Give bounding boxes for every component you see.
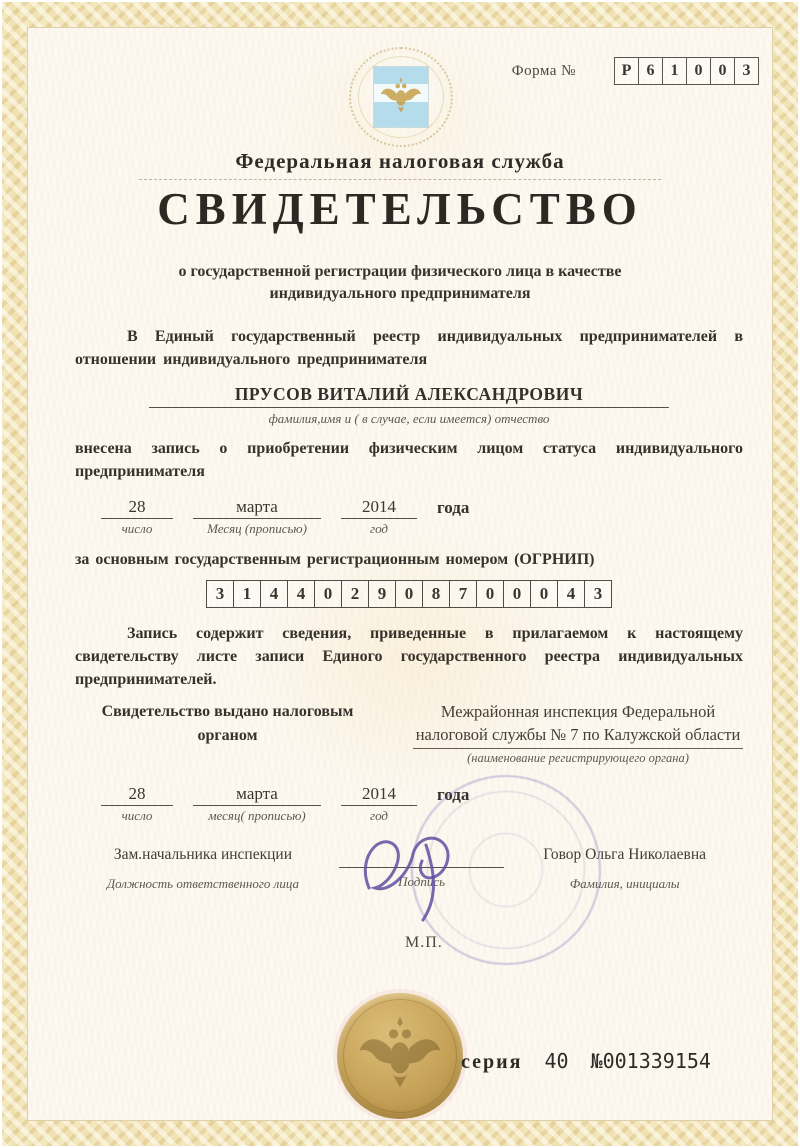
- ogrnip-digit-cell: 9: [368, 580, 396, 608]
- certificate-paper: [27, 27, 773, 1121]
- date-day-field: [101, 784, 173, 824]
- series-number-line: [461, 1049, 711, 1074]
- ogrnip-digit-cell: 4: [260, 580, 288, 608]
- person-name-caption: фамилия,имя и ( в случае, если имеется) отчество: [268, 410, 550, 426]
- ogrnip-digit-cell: 0: [476, 580, 504, 608]
- date-month-value: марта: [193, 784, 321, 806]
- issue-date-row: [101, 784, 743, 824]
- date-suffix: года: [437, 497, 470, 517]
- note-paragraph: Запись содержит сведения, приведенные в прилагаемом к настоящему свидетельству листе записи Единого государственного реестра индивидуальных предпринимателей.: [75, 624, 743, 689]
- seal-eagle-icon: [354, 1010, 446, 1102]
- intro-paragraph: В Единый государственный реестр индивидуальных предпринимателей в отношении индивидуального предпринимателя: [75, 328, 743, 369]
- signature-caption: Подпись: [398, 873, 446, 889]
- signer-position: Зам.начальника инспекции: [113, 845, 293, 863]
- form-code-cell: 6: [638, 57, 663, 85]
- signer-name: Говор Ольга Николаевна: [543, 845, 707, 863]
- registration-date-row: [101, 497, 743, 537]
- ogrnip-digit-cell: 3: [584, 580, 612, 608]
- date-month-caption: Месяц (прописью): [207, 520, 307, 536]
- date-suffix: года: [437, 784, 470, 804]
- signature-row: [75, 846, 743, 892]
- header: [27, 27, 773, 149]
- subtitle-line-2: индивидуального предпринимателя: [269, 284, 531, 302]
- double-eagle-icon: [378, 74, 424, 120]
- agency-title: Федеральная налоговая служба: [235, 149, 565, 173]
- certificate-body: [27, 325, 773, 952]
- date-day-value: 28: [101, 784, 173, 806]
- ogrnip-digit-cell: 7: [449, 580, 477, 608]
- issuing-authority-block: [413, 700, 743, 766]
- date-day-caption: число: [121, 807, 153, 823]
- coat-of-arms-emblem-icon: [349, 47, 453, 147]
- signature-line: [339, 846, 504, 868]
- subtitle-line-1: о государственной регистрации физического лица в качестве: [178, 263, 622, 280]
- series-label: серия: [461, 1051, 523, 1073]
- form-code-cell: Р: [614, 57, 639, 85]
- series-value: 40: [544, 1049, 569, 1073]
- issuing-authority-caption: (наименование регистрирующего органа): [467, 750, 689, 765]
- date-month-field: [193, 497, 321, 537]
- signer-position-block: [75, 846, 331, 892]
- issuing-authority-name: Межрайонная инспекция Федеральной налоговой службы № 7 по Калужской области: [413, 700, 743, 749]
- certificate-number: №001339154: [590, 1049, 711, 1073]
- issued-by-row: [75, 700, 743, 766]
- emblem-shield: [374, 67, 428, 127]
- ogrnip-digit-cell: 4: [287, 580, 315, 608]
- date-year-value: 2014: [341, 497, 417, 519]
- form-code-cell: 0: [710, 57, 735, 85]
- ogrnip-digit-cell: 2: [341, 580, 369, 608]
- title-divider: [139, 179, 661, 180]
- date-day-field: [101, 497, 173, 537]
- ogrnip-digit-cell: 1: [233, 580, 261, 608]
- seal-place-mark: М.П.: [405, 933, 443, 951]
- date-day-caption: число: [121, 520, 153, 536]
- signer-name-block: [506, 846, 743, 892]
- date-year-field: [341, 784, 417, 824]
- form-number-area: [512, 57, 759, 85]
- ogrnip-digit-cell: 4: [557, 580, 585, 608]
- form-code-boxes: [614, 57, 759, 85]
- person-name: ПРУСОВ ВИТАЛИЙ АЛЕКСАНДРОВИЧ: [149, 384, 669, 408]
- ogrnip-label: за основным государственным регистрационным номером (ОГРНИП): [75, 550, 595, 568]
- date-year-caption: год: [370, 520, 388, 536]
- signature-field: [331, 846, 512, 892]
- date-year-field: [341, 497, 417, 537]
- ogrnip-digit-cell: 0: [530, 580, 558, 608]
- record-paragraph: внесена запись о приобретении физическим лицом статуса индивидуального предпринимателя: [75, 439, 743, 480]
- date-year-value: 2014: [341, 784, 417, 806]
- embossed-gold-seal-icon: [337, 993, 463, 1119]
- date-month-field: [193, 784, 321, 824]
- document-subtitle: [27, 261, 773, 304]
- date-day-value: 28: [101, 497, 173, 519]
- date-year-caption: год: [370, 807, 388, 823]
- ogrnip-digit-cell: 3: [206, 580, 234, 608]
- form-code-cell: 1: [662, 57, 687, 85]
- handwritten-signature: [353, 812, 503, 924]
- ogrnip-number-boxes: [75, 580, 743, 608]
- form-code-cell: 0: [686, 57, 711, 85]
- form-code-cell: 3: [734, 57, 759, 85]
- ogrnip-digit-cell: 8: [422, 580, 450, 608]
- form-number-label: Форма №: [511, 62, 576, 79]
- guilloche-border-frame: [2, 2, 798, 1146]
- date-month-caption: месяц( прописью): [208, 807, 306, 823]
- ogrnip-digit-cell: 0: [503, 580, 531, 608]
- signer-position-caption: Должность ответственного лица: [106, 875, 299, 891]
- document-title: СВИДЕТЕЛЬСТВО: [157, 184, 643, 234]
- person-name-block: [149, 384, 669, 427]
- date-month-value: марта: [193, 497, 321, 519]
- ogrnip-digit-cell: 0: [314, 580, 342, 608]
- signer-name-caption: Фамилия, инициалы: [569, 875, 680, 891]
- ogrnip-digit-cell: 0: [395, 580, 423, 608]
- issued-by-label: Свидетельство выдано налоговым органом: [101, 702, 354, 744]
